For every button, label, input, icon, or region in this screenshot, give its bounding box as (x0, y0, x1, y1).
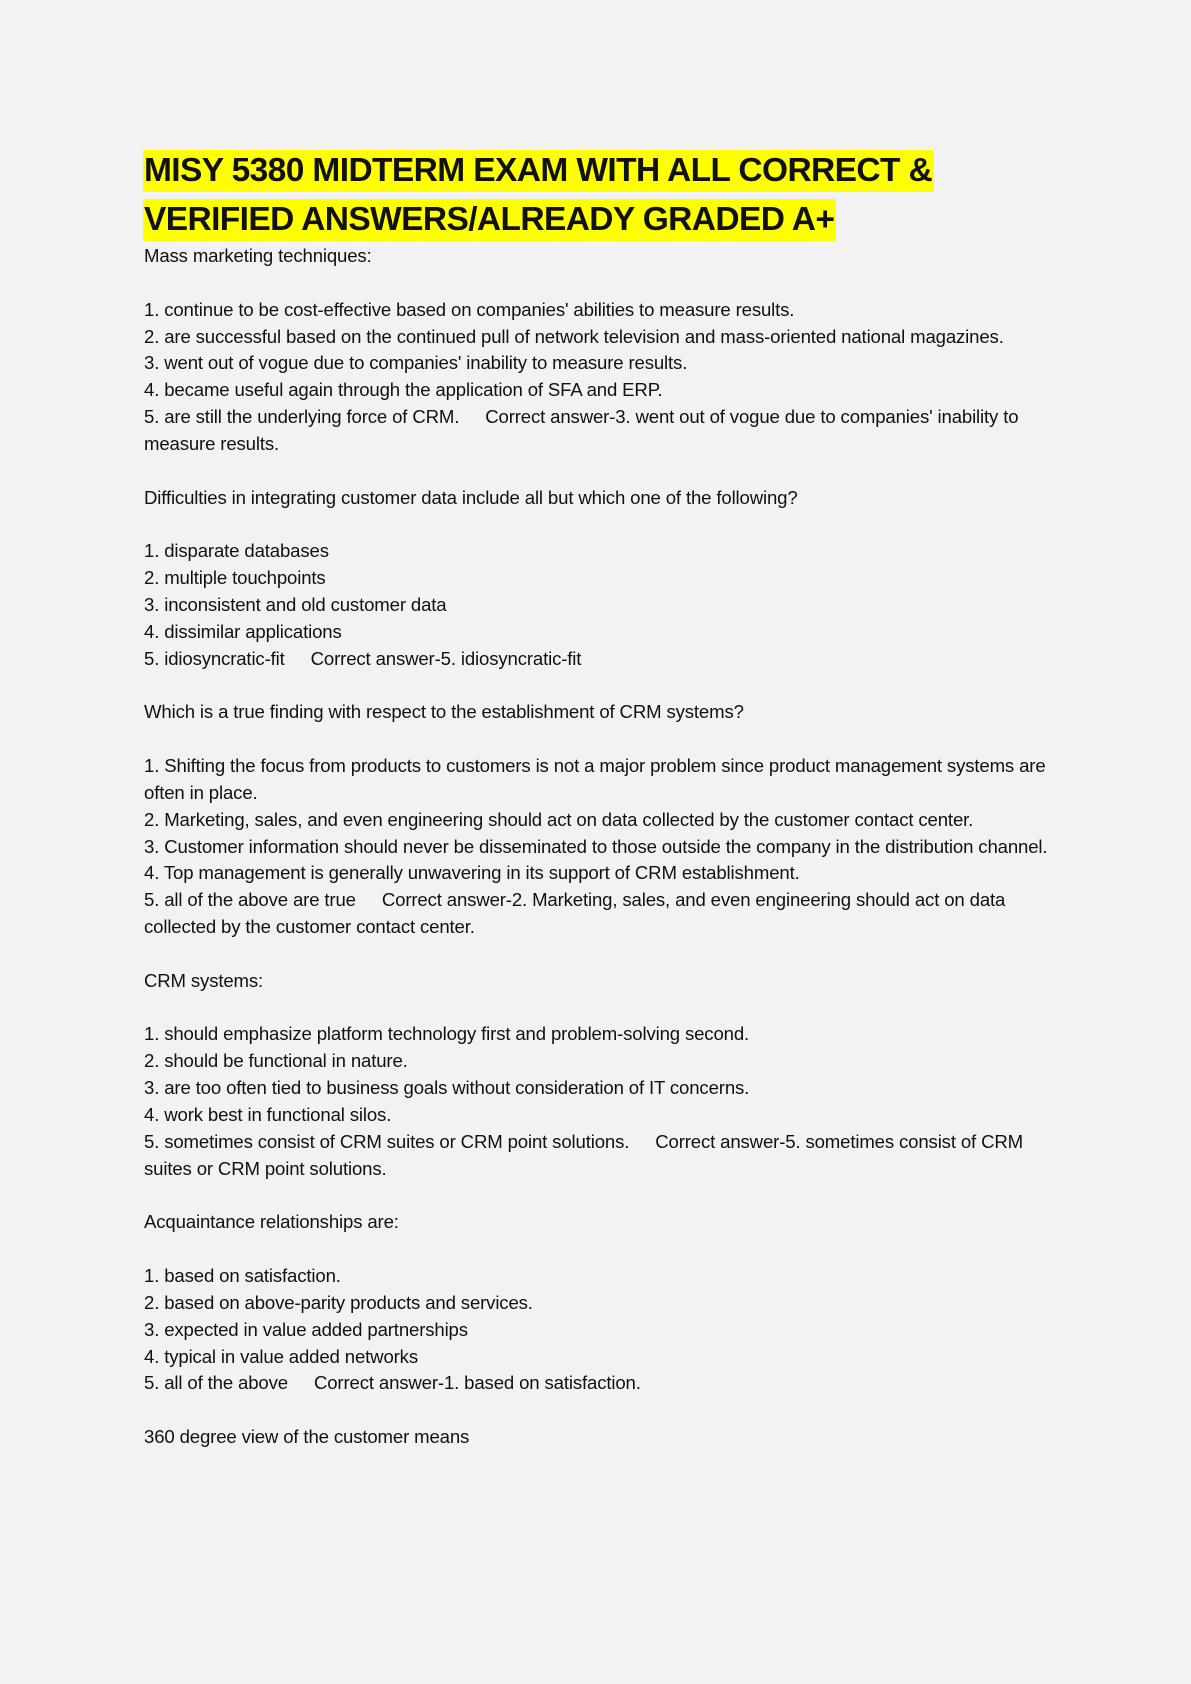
answer-option: 2. should be functional in nature. (144, 1050, 408, 1072)
answer-option: 3. expected in value added partnerships (144, 1318, 468, 1340)
answer-option: 1. continue to be cost-effective based on companies' abilities to measure results. (144, 298, 795, 320)
question-text: Difficulties in integrating customer data include all but which one of the following? (144, 486, 798, 508)
answer-option: 4. work best in functional silos. (144, 1104, 392, 1125)
answer-option: 1. disparate databases (144, 540, 329, 562)
answer-option: 5. sometimes consist of CRM suites or CRM point solutions. (144, 1130, 630, 1152)
answer-option: 5. are still the underlying force of CRM. (144, 406, 460, 428)
final-option-with-answer (144, 887, 1064, 941)
answer-option: 2. based on above-parity products and services. (144, 1291, 533, 1313)
answer-option: 2. Marketing, sales, and even engineering should act on data collected by the customer contact center. (144, 808, 974, 830)
title-line-2: VERIFIED ANSWERS/ALREADY GRADED A+ (143, 199, 836, 241)
document-body (144, 243, 1064, 1478)
question-block (144, 1209, 1064, 1397)
question-block (144, 243, 1064, 458)
final-option-with-answer (144, 646, 1064, 673)
question-block (144, 485, 1064, 673)
answer-option: 3. are too often tied to business goals without consideration of IT concerns. (144, 1077, 750, 1099)
answer-option: 2. multiple touchpoints (144, 567, 326, 589)
final-option-with-answer (144, 1129, 1064, 1183)
question-block (144, 968, 1064, 1183)
correct-answer: Correct answer-5. idiosyncratic-fit (310, 647, 582, 669)
answer-option: 1. based on satisfaction. (144, 1265, 341, 1287)
question-text: 360 degree view of the customer means (144, 1426, 470, 1448)
answer-option: 5. all of the above are true (144, 889, 356, 911)
question-text: CRM systems: (144, 969, 264, 991)
answer-option: 3. Customer information should never be disseminated to those outside the company in the distribution channel. (144, 835, 1048, 857)
answer-option: 4. typical in value added networks (144, 1345, 418, 1367)
final-option-with-answer (144, 404, 1064, 458)
answer-option: 4. Top management is generally unwavering in its support of CRM establishment. (144, 862, 800, 884)
question-block (144, 699, 1064, 941)
question-text: Acquaintance relationships are: (144, 1211, 399, 1233)
answer-option: 3. went out of vogue due to companies' inability to measure results. (144, 352, 688, 374)
question-text: Mass marketing techniques: (144, 245, 372, 266)
answer-option: 1. Shifting the focus from products to customers is not a major problem since product management systems are often in place. (144, 755, 1046, 803)
final-option-with-answer (144, 1370, 1064, 1397)
answer-option: 5. all of the above (144, 1372, 288, 1394)
answer-option: 4. dissimilar applications (144, 620, 342, 642)
answer-option: 2. are successful based on the continued pull of network television and mass-oriented national magazines. (144, 325, 1004, 347)
document-title (143, 146, 1143, 244)
answer-option: 4. became useful again through the application of SFA and ERP. (144, 379, 663, 401)
correct-answer: Correct answer-5. sometimes consist of CRM suites or CRM point solutions. (144, 1130, 1023, 1179)
answer-option: 5. idiosyncratic-fit (144, 647, 285, 669)
correct-answer: Correct answer-3. went out of vogue due to companies' inability to measure results. (144, 406, 1019, 454)
title-line-1: MISY 5380 MIDTERM EXAM WITH ALL CORRECT & (143, 150, 934, 192)
question-text: Which is a true finding with respect to the establishment of CRM systems? (144, 701, 744, 723)
correct-answer: Correct answer-2. Marketing, sales, and even engineering should act on data collected by the customer contact center. (144, 889, 1006, 938)
correct-answer: Correct answer-1. based on satisfaction. (313, 1372, 641, 1394)
answer-option: 1. should emphasize platform technology first and problem-solving second. (144, 1023, 750, 1045)
answer-option: 3. inconsistent and old customer data (144, 593, 447, 615)
